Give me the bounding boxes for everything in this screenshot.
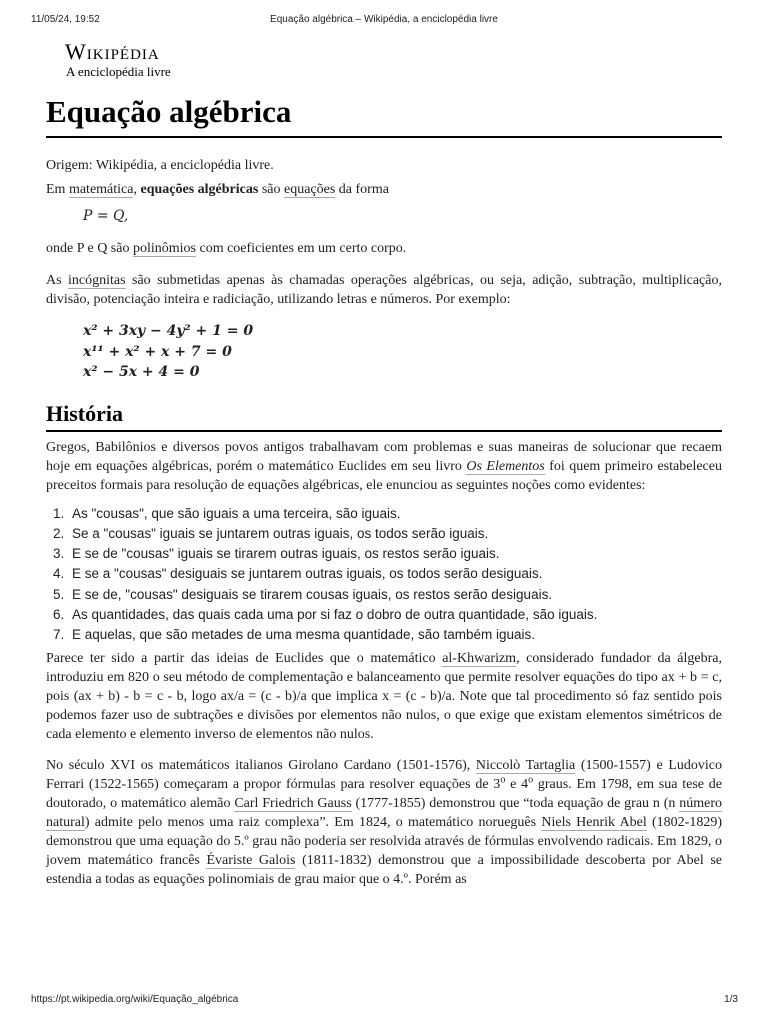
link-numero-natural[interactable]: número natural — [46, 795, 722, 830]
term-equacoes-algebricas: equações algébricas — [140, 182, 259, 197]
example-equations — [83, 321, 722, 383]
historia-paragraph-1: Gregos, Babilônios e diversos povos antigos trabalhavam com problemas e suas maneiras de solucionar que recaem hoje em equações algébricas, porém o matemático Euclides em seu livro Os Elementos foi quem primeiro estabeleceu preceitos formais para resolução de equações algébricas, ele enunciou as seguintes noções como evidentes: — [46, 439, 722, 493]
list-item: 1. As "cousas", que são iguais a uma terceira, são iguais. — [68, 504, 722, 524]
link-niels-henrik-abel[interactable]: Niels Henrik Abel — [541, 814, 647, 830]
list-item: 2. Se a "cousas" iguais se juntarem outras iguais, os todos serão iguais. — [68, 524, 722, 544]
list-item: 6. As quantidades, das quais cada uma por si faz o dobro de outra quantidade, são iguais. — [68, 605, 722, 625]
link-al-khwarizm[interactable]: al-Khwarizm — [442, 650, 517, 666]
example-equation-3: x² − 5x + 4 = 0 — [83, 364, 200, 380]
euclid-notions-list — [46, 504, 722, 646]
link-polinomios[interactable]: polinômios — [132, 241, 196, 256]
wikipedia-logo[interactable] — [65, 40, 171, 80]
section-heading-historia: História — [46, 400, 722, 432]
list-item: 4. E se a "cousas" desiguais se juntarem outras iguais, os todos serão desiguais. — [68, 564, 722, 584]
article-title: Equação algébrica — [46, 92, 722, 138]
ordinal-superscript: o — [528, 773, 534, 785]
print-page-title: Equação algébrica – Wikipédia, a enciclopédia livre — [270, 14, 498, 25]
print-page-number: 1/3 — [724, 994, 738, 1005]
logo-tagline: A enciclopédia livre — [66, 64, 171, 79]
link-carl-friedrich-gauss[interactable]: Carl Friedrich Gauss — [234, 795, 352, 811]
list-item: 5. E se de, "cousas" desiguais se tirarem cousas iguais, os restos serão desiguais. — [68, 585, 722, 605]
link-incognitas[interactable]: incógnitas — [68, 273, 126, 288]
intro-paragraph: Em matemática, equações algébricas são equações da forma — [46, 182, 389, 197]
link-equacoes[interactable]: equações — [283, 182, 336, 197]
unknowns-paragraph: As incógnitas são submetidas apenas às chamadas operações algébricas, ou seja, adição, subtração, multiplicação, divisão, potenciação inteira e radiciação, utilizando letras e números. Por exemplo: — [46, 273, 722, 307]
ordinal-superscript: o — [500, 773, 506, 785]
print-datetime: 11/05/24, 19:52 — [31, 14, 100, 25]
historia-paragraph-2: Parece ter sido a partir das ideias de Euclides que o matemático al-Khwarizm, considerado fundador da álgebra, introduziu em 820 o seu método de complementação e balanceamento que permite resolver equações do tipo ax + b = c, pois (ax + b) - b = c - b, logo ax/a = (c - b)/a que implica x = (c - b)/a. Note que tal procedimento só faz sentido pois podemos fazer uso de subtrações e divisões por elementos não nulos, o que exige que existam elementos simétricos de cada elemento e elemento inverso de elementos não nulos. — [46, 650, 722, 742]
example-equation-2: x¹¹ + x² + x + 7 = 0 — [83, 343, 232, 360]
link-niccolo-tartaglia[interactable]: Niccolò Tartaglia — [475, 757, 576, 773]
article-content — [46, 92, 722, 889]
link-os-elementos[interactable]: Os Elementos — [466, 458, 545, 474]
link-evariste-galois[interactable]: Évariste Galois — [206, 852, 296, 868]
logo-wordmark: Wikipédia — [65, 39, 160, 64]
polynomial-paragraph: onde P e Q são polinômios com coeficientes em um certo corpo. — [46, 241, 407, 256]
print-header — [0, 14, 768, 32]
print-url: https://pt.wikipedia.org/wiki/Equação_algébrica — [31, 994, 239, 1005]
formula-p-equals-q: P = Q, — [83, 208, 129, 224]
list-item: 3. E se de "cousas" iguais se tirarem outras iguais, os restos serão iguais. — [68, 544, 722, 564]
list-item: 7. E aquelas, que são metades de uma mesma quantidade, são também iguais. — [68, 625, 722, 645]
link-matematica[interactable]: matemática — [68, 182, 134, 197]
origin-line: Origem: Wikipédia, a enciclopédia livre. — [46, 158, 274, 173]
print-footer — [0, 994, 768, 1012]
historia-paragraph-3: No século XVI os matemáticos italianos Girolano Cardano (1501-1576), Niccolò Tartaglia (1500-1557) e Ludovico Ferrari (1522-1565) começaram a propor fórmulas para resolver equações de 3$^o$ e 4$^o$ graus. Em 1798, em sua tese de doutorado, o matemático alemão Carl Friedrich Gauss (1777-1855) demonstrou que “toda equação de grau n (n número natural) admite pelo menos uma raiz complexa”. Em 1824, o matemático norueguês Niels Henrik Abel (1802-1829) demonstrou que uma equação do 5.º grau não poderia ser resolvida através de fórmulas envolvendo radicais. Em 1829, o jovem matemático francês Évariste Galois (1811-1832) demonstrou que a impossibilidade descoberta por Abel se estendia a todas as equações polinomiais de grau maior que o 4.º. Porém as — [46, 757, 723, 887]
example-equation-1: x² + 3xy − 4y² + 1 = 0 — [83, 323, 254, 339]
